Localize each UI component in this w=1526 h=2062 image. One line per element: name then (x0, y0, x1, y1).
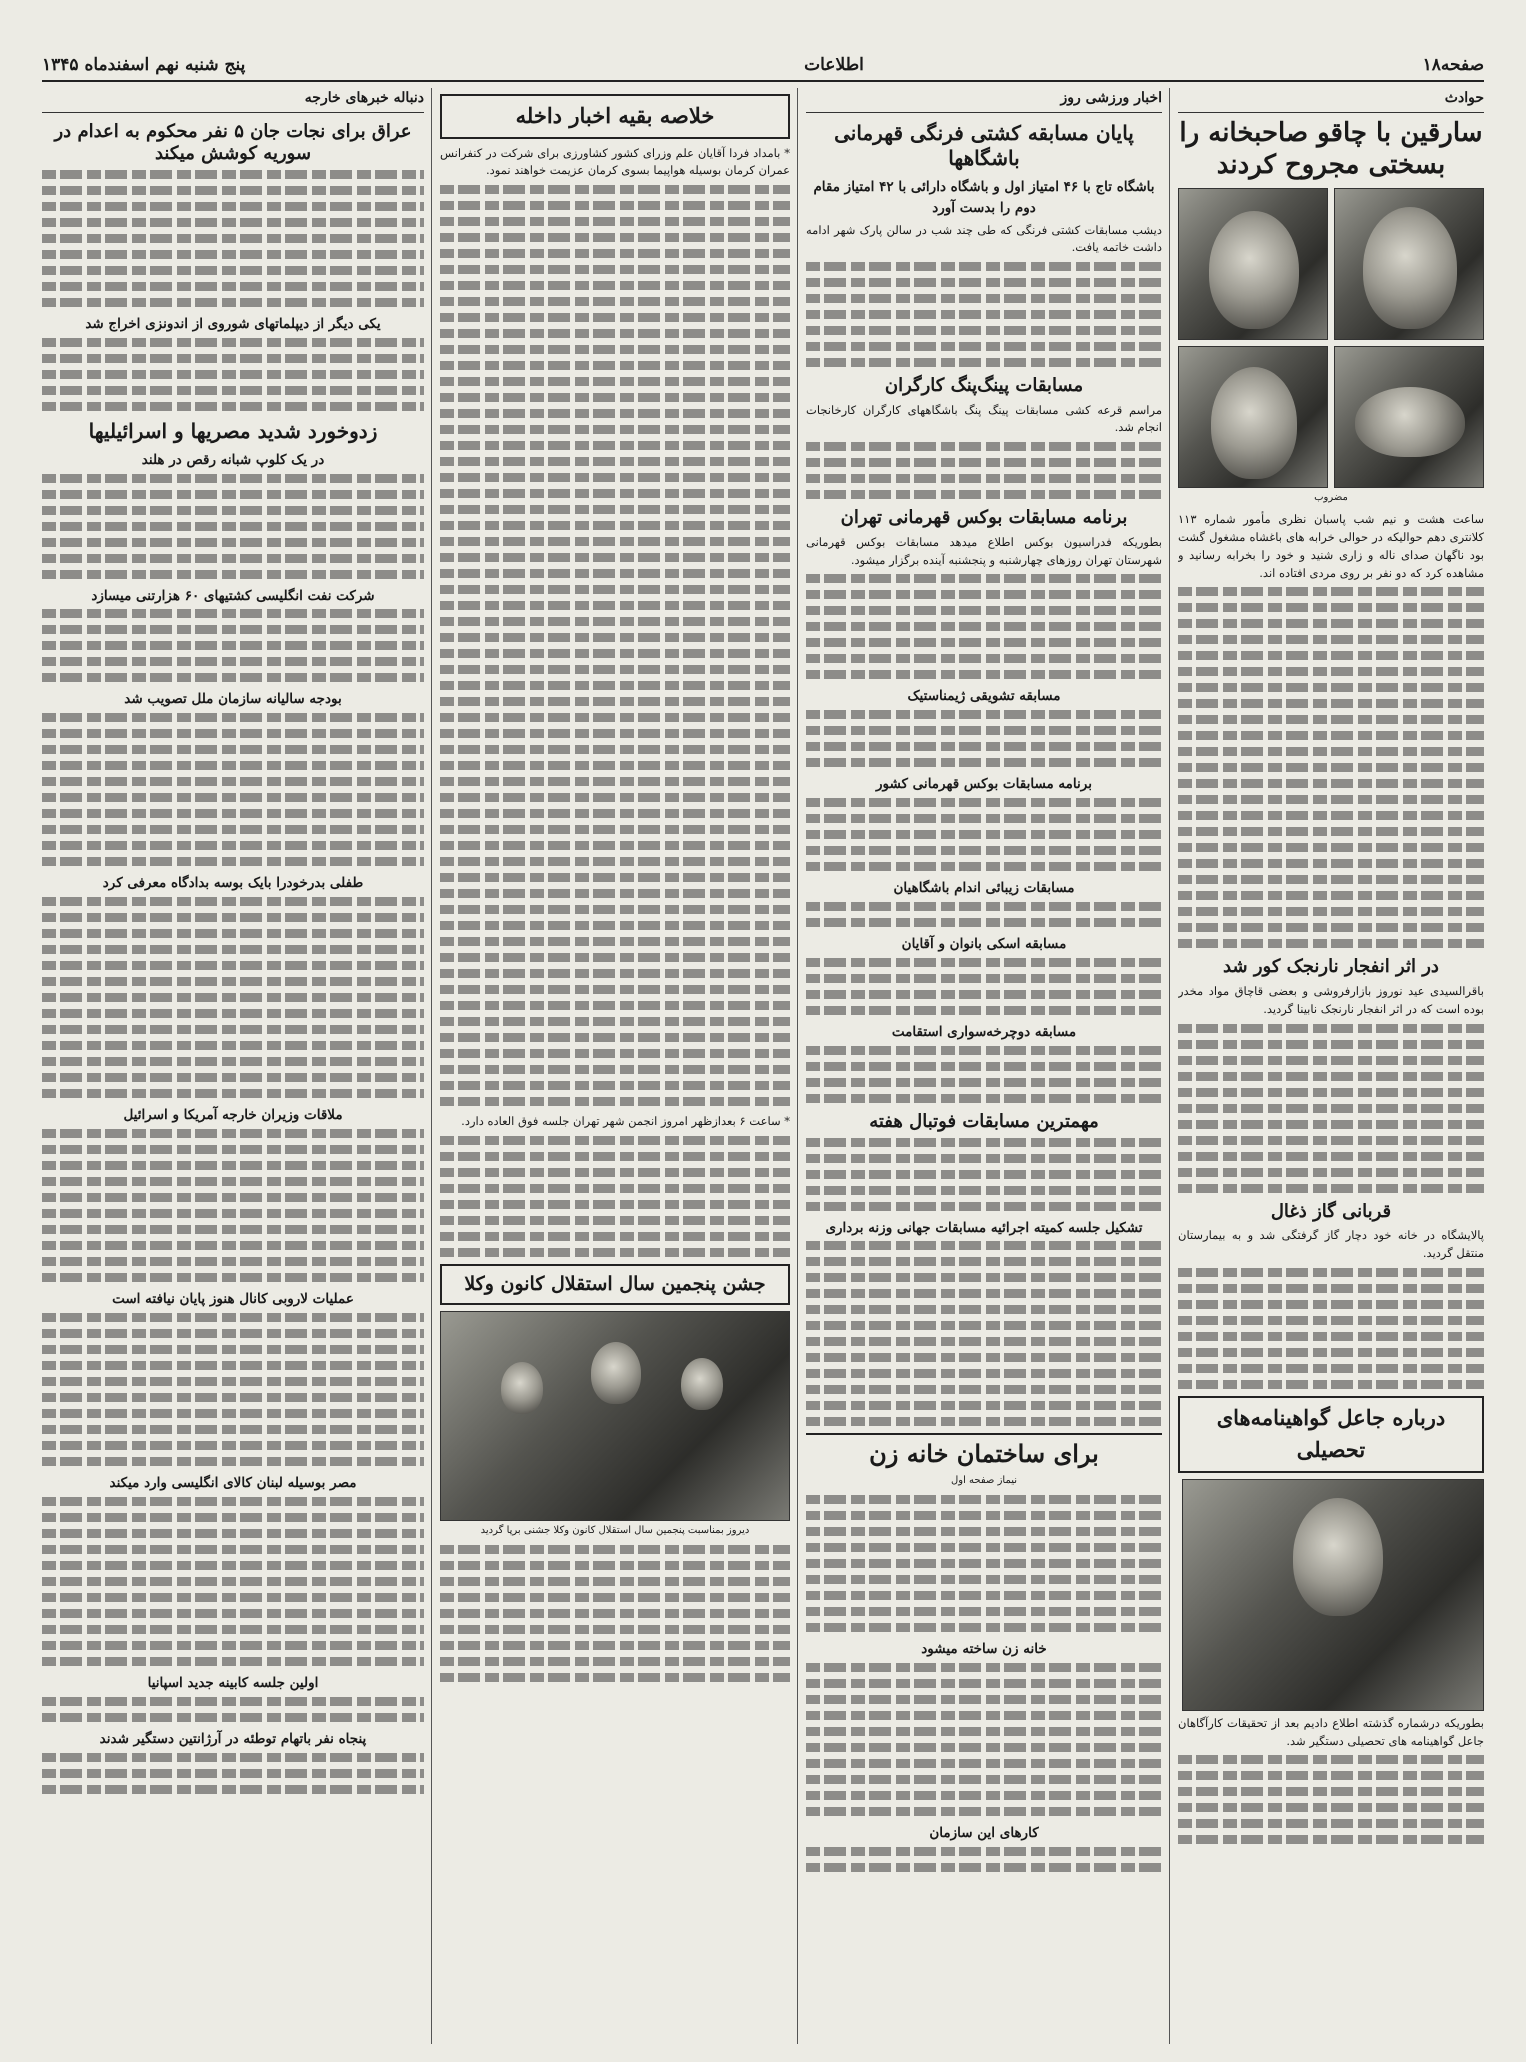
iraq-syria-text-block (42, 170, 424, 307)
paper-name: اطلاعات (804, 55, 864, 75)
boxing-tehran-text-block (806, 574, 1162, 679)
forger-text-block (1178, 1755, 1484, 1844)
boxing-tehran-body: بطوریکه فدراسیون بوکس اطلاع میدهد مسابقات بوکس قهرمانی شهرستان تهران روزهای چهارشنبه و پنجشنبه آینده برگزار میشود. (806, 534, 1162, 567)
wrestling-body: دیشب مسابقات کشتی فرنگی که طی چند شب در سالن پارک شهر ادامه داشت خاتمه یافت. (806, 222, 1162, 255)
child-court-headline: طفلی بدرخودرا بایک بوسه بدادگاه معرفی کرد (102, 875, 364, 892)
pingpong-body: مراسم قرعه کشی مسابقات پینگ پنگ باشگاههای کارگران کارخانجات انجام شد. (806, 402, 1162, 435)
organization-works-subhead: کارهای این سازمان (929, 1824, 1039, 1841)
football-headline: مهمترین مسابقات فوتبال هفته (869, 1111, 1099, 1133)
bodybuilding-text-block (806, 902, 1162, 927)
charcoal-gas-text-block (1178, 1268, 1484, 1389)
column-rule-2 (797, 88, 798, 2044)
nightclub-text-block (42, 474, 424, 579)
bar-association-caption: دیروز بمناسبت پنجمین سال استقلال کانون وکلا جشنی برپا گردید (480, 1525, 750, 1537)
egypt-lebanon-text-block (42, 1497, 424, 1666)
column-foreign (42, 88, 424, 2044)
boxing-national-headline: برنامه مسابقات بوکس قهرمانی کشور (876, 776, 1092, 793)
masthead (42, 50, 1484, 82)
pingpong-text-block (806, 442, 1162, 499)
organization-works-text-block (806, 1847, 1162, 1872)
pingpong-headline: مسابقات پینگ‌پنگ کارگران (884, 375, 1084, 397)
wrestling-lead: باشگاه تاج با ۴۶ امتیاز اول و باشگاه دارائی با ۴۲ امتیاز مقام دوم را بدست آورد (813, 178, 1155, 216)
domestic-text-block-2 (440, 1136, 790, 1257)
column-incidents (1178, 88, 1484, 2044)
column-rule-1 (1169, 88, 1170, 2044)
wrestling-text-block (806, 262, 1162, 367)
grenade-headline: در اثر انفجار نارنجک کور شد (1223, 956, 1439, 978)
argentina-arrests-headline: پنجاه نفر باتهام توطئه در آرژانتین دستگیر شدند (99, 1730, 367, 1747)
suspect-photo-2 (1178, 188, 1328, 340)
incidents-headline: سارقین با چاقو صاحبخانه را بسختی مجروح کردند (1179, 117, 1483, 181)
egypt-lebanon-headline: مصر بوسیله لبنان کالای انگلیسی وارد میکند (109, 1475, 357, 1492)
weightlifting-headline: تشکیل جلسه کمیته اجرائیه مسابقات جهانی وزنه برداری (825, 1219, 1143, 1236)
gymnastics-headline: مسابقه تشویقی ژیمناستیک (907, 688, 1061, 705)
spain-cabinet-headline: اولین جلسه کابینه جدید اسپانیا (147, 1675, 319, 1692)
grenade-body: باقرالسیدی عید نوروز بازارفروشی و بعضی قاچاق مواد مخدر بوده است که در اثر انفجار نارنجک نابینا گردید. (1178, 983, 1484, 1016)
foreign-kicker: دنباله خبرهای خارجه (42, 88, 424, 113)
bar-association-headline: جشن پنجمین سال استقلال کانون وکلا (440, 1264, 790, 1305)
forger-photo (1182, 1479, 1484, 1711)
victim-photo (1334, 346, 1484, 488)
column-rule-3 (431, 88, 432, 2044)
womens-house-text-block (806, 1495, 1162, 1632)
iraq-syria-headline: عراق برای نجات جان ۵ نفر محکوم به اعدام در سوریه کوشش میکند (54, 120, 412, 165)
sports-kicker: اخبار ورزشی روز (806, 88, 1162, 113)
cycling-text-block (806, 1046, 1162, 1103)
soviet-diplomat-headline: یکی دیگر از دیپلماتهای شوروی از اندونزی اخراج شد (85, 315, 381, 332)
incidents-body: ساعت هشت و نیم شب پاسبان نظری مأمور شماره ۱۱۳ کلانتری دهم حوالیکه در حوالی خرابه های باغشاه مشغول گشت بود ناگهان صدای ناله و زاری شنید و خود را بخرابه رسانید و مشاهده کرد که دو نفر بر روی مردی افتاده اند. (1178, 512, 1484, 580)
boxing-tehran-headline: برنامه مسابقات بوکس قهرمانی تهران (840, 507, 1128, 529)
egypt-israel-headline: زدوخورد شدید مصریها و اسرائیلیها (88, 418, 378, 443)
suspect-photo-3 (1178, 346, 1328, 488)
football-text-block (806, 1138, 1162, 1211)
bodybuilding-headline: مسابقات زیبائی اندام باشگاهیان (893, 880, 1075, 897)
column-domestic (440, 88, 790, 2044)
argentina-arrests-text-block (42, 1753, 424, 1794)
bar-association-photo (440, 1311, 790, 1521)
un-budget-headline: بودجه سالیانه سازمان ملل تصویب شد (124, 691, 342, 708)
child-court-text-block (42, 897, 424, 1098)
canal-dredging-text-block (42, 1313, 424, 1466)
us-israel-meeting-headline: ملاقات وزیران خارجه آمریکا و اسرائیل (123, 1107, 343, 1124)
soviet-diplomat-text-block (42, 338, 424, 411)
gymnastics-text-block (806, 710, 1162, 767)
tanker-text-block (42, 609, 424, 682)
canal-dredging-headline: عملیات لاروبی کانال هنوز پایان نیافته است (112, 1291, 354, 1308)
domestic-body: * بامداد فردا آقایان علم وزرای کشور کشاورزی برای شرکت در کنفرانس عمران کرمان بوسیله هواپیما بسوی کرمان عزیمت خواهند نمود. (440, 145, 790, 178)
incidents-text-block (1178, 587, 1484, 948)
ski-headline: مسابقه اسکی بانوان و آقایان (901, 936, 1067, 953)
womens-house-subhead: خانه زن ساخته میشود (921, 1640, 1047, 1657)
domestic-text-block (440, 185, 790, 1106)
victim-caption: مضروب (1314, 491, 1348, 503)
issue-date: پنج شنبه نهم اسفندماه ۱۳۴۵ (42, 55, 246, 75)
page-number: صفحه۱۸ (1422, 55, 1484, 75)
us-israel-meeting-text-block (42, 1129, 424, 1282)
charcoal-gas-headline: قربانی گاز ذغال (1270, 1200, 1392, 1222)
womens-house-byline: نیماز صفحه اول (950, 1475, 1018, 1487)
forger-body: بطوریکه درشماره گذشته اطلاع دادیم بعد از تحقیقات کارآگاهان جاعل گواهینامه های تحصیلی دستگیر شد. (1178, 1715, 1484, 1748)
column-sports (806, 88, 1162, 2044)
nightclub-headline: در یک کلوپ شبانه رقص در هلند (141, 451, 325, 468)
bar-association-text-block (440, 1545, 790, 1682)
grenade-text-block (1178, 1024, 1484, 1193)
weightlifting-text-block (806, 1241, 1162, 1426)
suspect-photo-1 (1334, 188, 1484, 340)
boxing-national-text-block (806, 798, 1162, 871)
ski-text-block (806, 958, 1162, 1015)
wrestling-headline: پایان مسابقه کشتی فرنگی قهرمانی باشگاهها (834, 120, 1134, 170)
womens-house-text-block-2 (806, 1663, 1162, 1816)
domestic-body-2: * ساعت ۶ بعدازظهر امروز انجمن شهر تهران جلسه فوق العاده دارد. (461, 1114, 790, 1129)
cycling-headline: مسابقه دوچرخه‌سواری استقامت (891, 1024, 1077, 1041)
incidents-kicker: حوادث (1178, 88, 1484, 113)
charcoal-gas-body: پالایشگاه در خانه خود دچار گاز گرفتگی شد و به بیمارستان منتقل گردید. (1178, 1228, 1484, 1260)
domestic-kicker: خلاصه بقیه اخبار داخله (440, 94, 790, 139)
forger-headline: درباره جاعل گواهینامه‌های تحصیلی (1178, 1396, 1484, 1473)
womens-house-headline: برای ساختمان خانه زن (869, 1439, 1099, 1469)
un-budget-text-block (42, 713, 424, 866)
spain-cabinet-text-block (42, 1697, 424, 1722)
tanker-headline: شرکت نفت انگلیسی کشتیهای ۶۰ هزارتنی میسازد (91, 587, 375, 604)
